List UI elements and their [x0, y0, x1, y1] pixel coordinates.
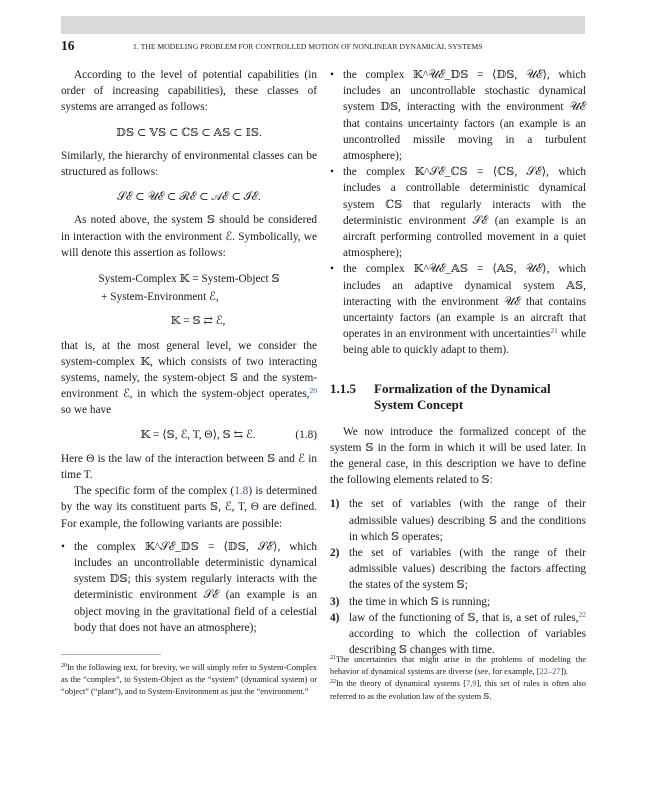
page-number: 16 [61, 38, 75, 53]
paragraph-system-complex-text: that is, at the most general level, we consider the system-complex 𝕂, which consists of two interacting systems, namely, the system-object 𝕊 and the system-environment ℰ, in which the system-object operates, [61, 339, 317, 401]
equation-k-interaction: 𝕂 = 𝕊 ⇄ ℰ, [170, 315, 226, 328]
element-list [330, 496, 586, 658]
footnote-21 [330, 654, 586, 678]
footnote-ref-20[interactable]: 20 [309, 386, 317, 396]
right-column [330, 67, 586, 659]
footnote-21-tail: ]). [560, 667, 569, 677]
element-item-4-tail: according to which the collection of variables describing 𝕊 changes with time. [349, 628, 586, 657]
footnote-22 [330, 678, 586, 702]
paragraph-system-complex-tail: so we have [61, 404, 112, 417]
section-heading [330, 381, 586, 414]
running-head: 1. THE MODELING PROBLEM FOR CONTROLLED MOTION OF NONLINEAR DYNAMICAL SYSTEMS [133, 42, 483, 51]
footnotes-right [330, 654, 586, 703]
footnote-22-tail: ], this set of rules is often also referred to as the evolution law of the system 𝕊. [330, 679, 586, 701]
variant-cs-se: • the complex 𝕂^𝒮ℰ_ℂ𝕊 = ⟨ℂ𝕊, 𝒮ℰ⟩, which includes a controllable deterministic dynamical system ℂ𝕊 that regularly interacts with the deterministic environment 𝒮ℰ (an example is an aircraft performing controlled movement in a quiet atmosphere); [330, 164, 586, 261]
element-item-3 [330, 594, 586, 610]
footnote-22-mark: 22 [330, 679, 336, 686]
footnote-20-text: In the following text, for brevity, we will simply refer to System-Complex as the “complex”, to System-Object as the “system” (dynamical system) or “object” (“plant”), and to System-Environment as just the “environment.” [61, 663, 317, 697]
footnote-21-citation[interactable]: 22–27 [539, 667, 561, 677]
element-item-4 [330, 610, 586, 659]
footnote-21-mark: 21 [330, 655, 336, 661]
footnote-20 [61, 662, 317, 699]
variant-as-ue [330, 261, 586, 358]
variant-ds-se: • the complex 𝕂^𝒮ℰ_𝔻𝕊 = ⟨𝔻𝕊, 𝒮ℰ⟩, which includes an uncontrollable deterministic dynamical system 𝔻𝕊; this system regularly interacts with the deterministic environment 𝒮ℰ (an example is an object moving in the gravitational field of a celestial body that does not have an atmosphere); [61, 539, 317, 636]
element-item-4-text: law of the functioning of 𝕊, that is, a set of rules, [349, 611, 579, 624]
footnote-22-text: In the theory of dynamical systems [ [336, 679, 467, 689]
system-class-hierarchy: 𝔻𝕊 ⊂ 𝕍𝕊 ⊂ ℂ𝕊 ⊂ 𝔸𝕊 ⊂ 𝕀𝕊. [116, 126, 262, 139]
element-item-1-text: the set of variables (with the range of their admissible values) describing 𝕊 and the conditions in which 𝕊 operates; [349, 498, 586, 543]
equation-ref-1-8[interactable]: 1.8 [234, 485, 249, 498]
footnote-ref-22[interactable]: 22 [578, 609, 586, 619]
element-item-3-text: the time in which 𝕊 is running; [349, 595, 491, 608]
paragraph-formalized-concept: We now introduce the formalized concept of the system 𝕊 in the form in which it will be used later. In the general case, in this description we have to define the following elements related to 𝕊: [330, 425, 586, 487]
variant-list-left [61, 539, 317, 636]
element-item-4-number: 4) [330, 611, 340, 624]
element-item-2-text: the set of variables (with the range of their admissible values) describing the factors affecting the states of the system 𝕊; [349, 547, 586, 592]
environment-class-hierarchy: 𝒮ℰ ⊂ 𝒰ℰ ⊂ ℛℰ ⊂ 𝒜ℰ ⊂ ℐℰ. [117, 191, 261, 204]
section-number: 1.1.5 [330, 380, 356, 396]
paragraph-specific-form-text: The specific form of the complex ( [74, 485, 235, 498]
left-column [61, 67, 317, 636]
paragraph-specific-form [61, 483, 317, 532]
element-item-2-number: 2) [330, 547, 340, 560]
element-item-2 [330, 545, 586, 594]
equation-1-8-body: 𝕂 = ⟨𝕊, ℰ, T, Θ⟩, 𝕊 ⇆ ℰ. [140, 428, 256, 441]
paragraph-specific-form-tail: ) is determined by the way its constituent parts 𝕊, ℰ, T, Θ are defined. For example, the following variants are possible: [61, 485, 317, 530]
variant-ds-ue: • the complex 𝕂^𝒰ℰ_𝔻𝕊 = ⟨𝔻𝕊, 𝒰ℰ⟩, which includes an uncontrollable stochastic dynamical system 𝔻𝕊, interacting with the environment 𝒰ℰ that contains uncertainty factors (an example is an uncontrolled missile moving in a turbulent atmosphere); [330, 67, 586, 164]
footnote-21-text: The uncertainties that might arise in the problems of modeling the behavior of dynamical systems are diverse (see, for example, [ [330, 655, 586, 677]
section-title: Formalization of the Dynamical System Concept [374, 380, 551, 413]
paragraph-theta-law: Here Θ is the law of the interaction between 𝕊 and ℰ in time T. [61, 452, 317, 482]
header-bar [61, 16, 585, 34]
footnote-20-mark: 20 [61, 663, 67, 669]
variant-as-ue-tail: while being able to quickly adapt to them). [343, 328, 586, 357]
paragraph-system-complex [61, 338, 317, 419]
footnote-22-citation[interactable]: 7,9 [466, 679, 477, 689]
paragraph-interaction: As noted above, the system 𝕊 should be considered in interaction with the environment ℰ. Symbolically, we will denote this assertion as follows: [61, 214, 317, 259]
equation-1-8 [61, 427, 317, 443]
equation-system-complex: System-Complex 𝕂 = System-Object 𝕊 [98, 273, 280, 286]
footnote-ref-21[interactable]: 21 [550, 326, 558, 336]
equation-1-8-number: (1.8) [295, 428, 317, 441]
paragraph-capabilities: According to the level of potential capabilities (in order of increasing capabilities), these classes of systems are arranged as follows: [61, 69, 317, 114]
variant-list-right [330, 67, 586, 359]
element-item-3-number: 3) [330, 595, 340, 608]
element-item-1-number: 1) [330, 498, 340, 511]
element-item-1 [330, 496, 586, 545]
equation-system-environment: + System-Environment ℰ, [101, 291, 219, 304]
variant-as-ue-text: the complex 𝕂^𝒰ℰ_𝔸𝕊 = ⟨𝔸𝕊, 𝒰ℰ⟩, which includes an adaptive dynamical system 𝔸𝕊, interacting with the environment 𝒰ℰ that contains uncertainty factors (an example is an aircraft that operates in an environment with uncertainties [343, 263, 586, 341]
footnote-rule-left [61, 654, 161, 655]
paragraph-environment-hierarchy: Similarly, the hierarchy of environmental classes can be structured as follows: [61, 149, 317, 179]
